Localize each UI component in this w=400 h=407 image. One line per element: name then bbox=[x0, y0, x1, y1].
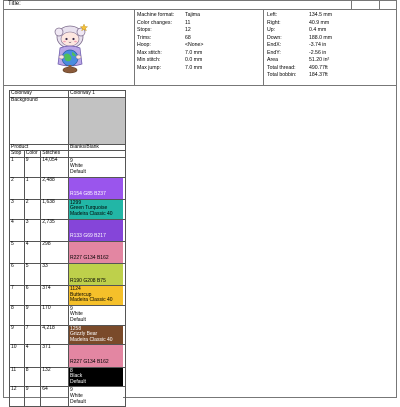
machine-field-value: 12 bbox=[185, 27, 191, 33]
product-value: Blanks/Blank bbox=[69, 144, 126, 151]
thread-info-line: R190 G208 B75 bbox=[70, 277, 106, 284]
machine-field-value: 7.0 mm bbox=[185, 64, 203, 71]
swatch-spacer bbox=[70, 265, 122, 273]
thread-info-line: Default bbox=[70, 378, 86, 385]
swatch-spacer bbox=[70, 346, 122, 354]
thread-swatch bbox=[69, 263, 126, 285]
colorway-table bbox=[9, 90, 126, 407]
stop-number: 4 bbox=[10, 219, 25, 241]
thread-swatch bbox=[69, 367, 126, 387]
thread-info-line: Buttercup bbox=[70, 291, 92, 298]
extents-field-label: Left: bbox=[267, 12, 278, 18]
thread-info-line: 9 bbox=[70, 387, 73, 394]
stop-number: 10 bbox=[10, 345, 25, 367]
machine-field-label: Machine format: bbox=[137, 12, 175, 18]
colorway-name: Colorway 1 bbox=[69, 91, 126, 98]
extents-field-label: Up: bbox=[267, 27, 276, 33]
swatch-spacer bbox=[70, 243, 122, 251]
stitch-count: 374 bbox=[41, 286, 69, 306]
stop-row bbox=[10, 199, 126, 219]
col-stitches-header: Stitches bbox=[41, 151, 69, 158]
stop-row bbox=[10, 325, 126, 345]
color-number: 1 bbox=[24, 177, 41, 199]
stop-row bbox=[10, 177, 126, 199]
extents-field-value: 184.37ft bbox=[309, 72, 328, 78]
design-preview-image bbox=[40, 20, 100, 78]
extents-field-label: Total bobbin: bbox=[267, 72, 297, 78]
extents-field-value: -2.56 in bbox=[309, 49, 327, 56]
thread-info-line: Default bbox=[70, 168, 86, 175]
machine-values bbox=[185, 12, 203, 72]
stitch-count: 170 bbox=[41, 305, 69, 325]
stop-row bbox=[10, 367, 126, 387]
stop-row bbox=[10, 219, 126, 241]
product-label: Product bbox=[10, 144, 69, 151]
extents-field-value: 51.20 in² bbox=[309, 57, 330, 63]
title-row bbox=[3, 0, 397, 10]
col-swatch-header bbox=[69, 151, 126, 158]
background-row bbox=[10, 97, 126, 144]
extents-field-label: Area bbox=[267, 57, 278, 63]
stop-number: 8 bbox=[10, 305, 25, 325]
divider bbox=[351, 0, 352, 10]
col-color-header: Color bbox=[24, 151, 41, 158]
extents-field-label: EndX: bbox=[267, 42, 282, 48]
thread-swatch bbox=[69, 345, 126, 367]
extents-values bbox=[309, 12, 332, 80]
stop-number: 3 bbox=[10, 199, 25, 219]
extents-field-value: -3.74 in bbox=[309, 42, 327, 48]
thread-info-line: R227 G134 B162 bbox=[70, 359, 109, 366]
stitch-count: 2,488 bbox=[41, 177, 69, 199]
stop-row bbox=[10, 305, 126, 325]
machine-field-value: 68 bbox=[185, 34, 191, 41]
thread-swatch bbox=[69, 199, 126, 219]
stop-number: 2 bbox=[10, 177, 25, 199]
divider bbox=[134, 10, 135, 86]
extents-field-label: EndY: bbox=[267, 49, 281, 56]
thread-info-line: 9 bbox=[70, 305, 73, 312]
extents-field-label: Total thread: bbox=[267, 64, 296, 71]
swatch-spacer bbox=[70, 179, 122, 187]
color-number: 9 bbox=[24, 305, 41, 325]
thread-info-line: Green Turquoise bbox=[70, 205, 108, 212]
divider bbox=[263, 10, 264, 86]
stop-number: 5 bbox=[10, 241, 25, 263]
machine-labels bbox=[137, 12, 174, 72]
stop-row bbox=[10, 387, 126, 407]
thread-info-line: 8 bbox=[70, 367, 73, 374]
stitch-count: 4,218 bbox=[41, 325, 69, 345]
stops-body bbox=[10, 157, 126, 406]
thread-swatch bbox=[69, 325, 126, 345]
thread-swatch bbox=[69, 241, 126, 263]
background-swatch bbox=[69, 97, 126, 144]
machine-field-value: 11 bbox=[185, 19, 191, 26]
thread-info-line: 1299 bbox=[70, 199, 82, 206]
machine-field-label: Stops: bbox=[137, 27, 152, 33]
extents-field-label: Down: bbox=[267, 34, 282, 41]
extents-field-value: 0.4 mm bbox=[309, 27, 327, 33]
extents-field-value: 490.77ft bbox=[309, 64, 328, 71]
thread-info-line: 1124 bbox=[70, 286, 81, 293]
thread-info-line: R227 G134 B162 bbox=[70, 255, 109, 262]
extents-field-value: 188.0 mm bbox=[309, 34, 333, 41]
color-number: 2 bbox=[24, 199, 41, 219]
divider bbox=[379, 0, 380, 10]
thread-swatch bbox=[69, 286, 126, 306]
thread-info-line: R133 G69 B217 bbox=[70, 233, 106, 240]
thread-info-line: Black bbox=[70, 373, 83, 380]
machine-field-label: Trims: bbox=[137, 34, 152, 41]
color-number: 9 bbox=[24, 387, 41, 407]
thread-swatch bbox=[69, 305, 126, 325]
colorway-header-label: Colorway bbox=[10, 91, 69, 98]
color-number: 4 bbox=[24, 345, 41, 367]
machine-field-value: 7.0 mm bbox=[185, 49, 203, 56]
thread-info-line: Madeira Classic 40 bbox=[70, 210, 113, 217]
thread-info-line: Default bbox=[70, 398, 86, 405]
stop-row bbox=[10, 286, 126, 306]
stop-row bbox=[10, 241, 126, 263]
stitch-count: 371 bbox=[41, 345, 69, 367]
background-label: Background bbox=[10, 97, 69, 144]
thread-info-line: White bbox=[70, 311, 83, 318]
thread-info-line: 9 bbox=[70, 157, 73, 164]
machine-field-label: Color changes: bbox=[137, 19, 172, 26]
stop-row bbox=[10, 345, 126, 367]
stop-number: 9 bbox=[10, 325, 25, 345]
stop-row bbox=[10, 263, 126, 285]
color-number: 6 bbox=[24, 286, 41, 306]
machine-field-value: <None> bbox=[185, 42, 204, 48]
swatch-spacer bbox=[70, 221, 122, 229]
stop-number: 7 bbox=[10, 286, 25, 306]
thread-info-line: R154 G85 B237 bbox=[70, 191, 106, 198]
color-number: 7 bbox=[24, 325, 41, 345]
thread-info-line: White bbox=[70, 393, 83, 399]
extents-field-label: Right: bbox=[267, 19, 281, 26]
machine-field-value: Tajima bbox=[185, 12, 200, 18]
stitch-count: 33 bbox=[41, 263, 69, 285]
thread-swatch bbox=[69, 177, 126, 199]
thread-swatch bbox=[69, 219, 126, 241]
stop-number: 1 bbox=[10, 157, 25, 177]
thread-info-line: Madeira Classic 40 bbox=[70, 336, 113, 343]
stitch-count: 132 bbox=[41, 367, 69, 387]
stitch-count: 1,638 bbox=[41, 199, 69, 219]
extents-field-value: 40.9 mm bbox=[309, 19, 330, 26]
stitch-count: 298 bbox=[41, 241, 69, 263]
thread-swatch bbox=[69, 387, 126, 407]
thread-swatch bbox=[69, 157, 126, 177]
stitch-count: 2,735 bbox=[41, 219, 69, 241]
thread-info-line: Default bbox=[70, 317, 86, 324]
thread-info-line: Madeira Classic 40 bbox=[70, 297, 113, 304]
col-stop-header: Stop bbox=[10, 151, 25, 158]
machine-field-label: Max stitch: bbox=[137, 49, 162, 56]
stitch-count: 64 bbox=[41, 387, 69, 407]
color-number: 5 bbox=[24, 263, 41, 285]
color-number: 8 bbox=[24, 367, 41, 387]
stitch-count: 14,054 bbox=[41, 157, 69, 177]
stop-row bbox=[10, 157, 126, 177]
machine-field-value: 0.0 mm bbox=[185, 57, 203, 63]
machine-field-label: Hoop: bbox=[137, 42, 151, 48]
extents-field-value: 134.5 mm bbox=[309, 12, 333, 18]
color-number: 3 bbox=[24, 219, 41, 241]
stop-number: 6 bbox=[10, 263, 25, 285]
machine-field-label: Min stitch: bbox=[137, 57, 161, 63]
title-label: Title: bbox=[8, 1, 21, 7]
extents-labels bbox=[267, 12, 296, 80]
machine-field-label: Max jump: bbox=[137, 64, 161, 71]
color-number: 9 bbox=[24, 157, 41, 177]
thread-info-line: 1258 bbox=[70, 325, 82, 332]
thread-info-line: Grizzly Bear bbox=[70, 331, 98, 338]
color-number: 4 bbox=[24, 241, 41, 263]
thread-info-line: White bbox=[70, 163, 83, 170]
stop-number: 12 bbox=[10, 387, 25, 407]
stop-number: 11 bbox=[10, 367, 25, 387]
